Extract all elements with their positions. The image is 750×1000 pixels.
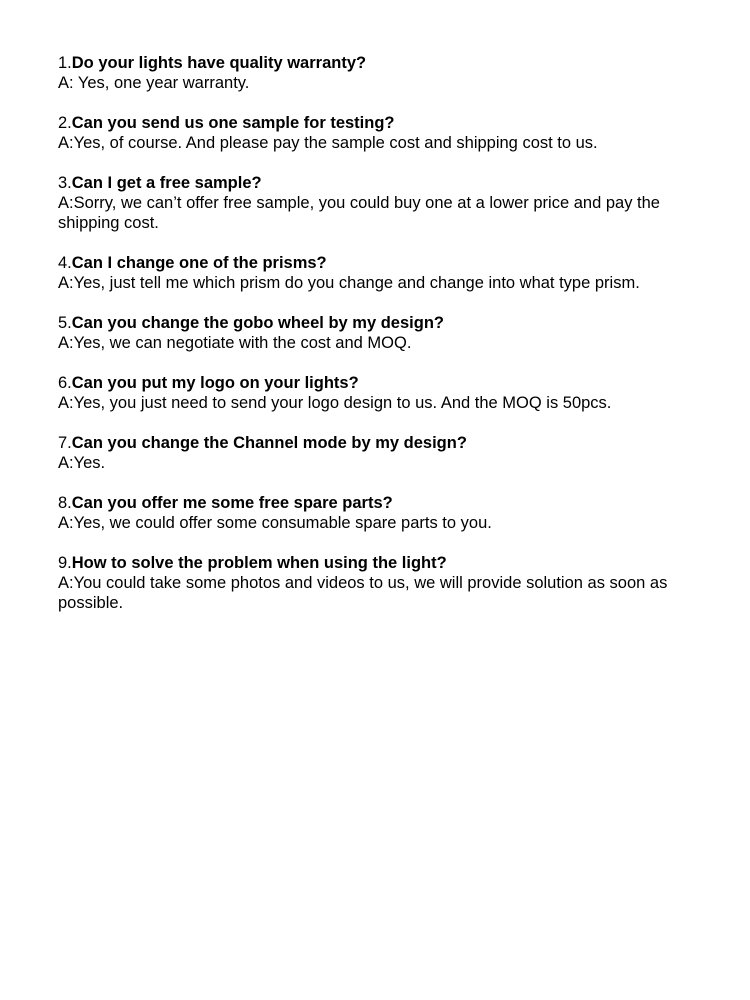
faq-number: 1.: [58, 54, 72, 72]
faq-item-7: [58, 433, 713, 473]
faq-number: 8.: [58, 494, 72, 512]
faq-number: 6.: [58, 374, 72, 392]
faq-number: 4.: [58, 254, 72, 272]
faq-answer: A:Yes, just tell me which prism do you change and change into what type prism.: [58, 274, 640, 292]
faq-answer: A:Yes, you just need to send your logo design to us. And the MOQ is 50pcs.: [58, 394, 612, 412]
faq-answer: A: Yes, one year warranty.: [58, 74, 250, 92]
faq-answer: A:Yes.: [58, 454, 106, 472]
faq-question-text: How to solve the problem when using the light?: [71, 554, 447, 572]
faq-answer: A:Sorry, we can’t offer free sample, you could buy one at a lower price and pay the shipping cost.: [58, 194, 660, 232]
faq-list: [58, 53, 713, 633]
faq-item-9: [58, 553, 713, 613]
faq-question: [58, 553, 713, 573]
faq-question: [58, 253, 713, 273]
faq-question: [58, 113, 713, 133]
faq-question: [58, 433, 713, 453]
faq-question-text: Can I change one of the prisms?: [71, 254, 327, 272]
faq-question-text: Can you change the Channel mode by my design?: [71, 434, 467, 452]
faq-number: 3.: [58, 174, 72, 192]
faq-question-text: Can you offer me some free spare parts?: [71, 494, 393, 512]
faq-question: [58, 493, 713, 513]
faq-number: 7.: [58, 434, 72, 452]
faq-answer: A:Yes, of course. And please pay the sample cost and shipping cost to us.: [58, 134, 598, 152]
faq-item-6: [58, 373, 713, 413]
faq-question-text: Do your lights have quality warranty?: [71, 54, 367, 72]
faq-number: 9.: [58, 554, 72, 572]
faq-item-2: [58, 113, 713, 153]
faq-question: [58, 313, 713, 333]
faq-question: [58, 53, 713, 73]
faq-answer: A:Yes, we can negotiate with the cost and MOQ.: [58, 334, 412, 352]
faq-question-text: Can I get a free sample?: [71, 174, 262, 192]
faq-item-8: [58, 493, 713, 533]
faq-question: [58, 373, 713, 393]
faq-item-5: [58, 313, 713, 353]
faq-item-1: [58, 53, 713, 93]
faq-question-text: Can you change the gobo wheel by my design?: [71, 314, 444, 332]
faq-item-3: [58, 173, 713, 233]
faq-answer: A:You could take some photos and videos to us, we will provide solution as soon as possible.: [58, 574, 668, 612]
faq-item-4: [58, 253, 713, 293]
faq-number: 2.: [58, 114, 72, 132]
faq-question-text: Can you put my logo on your lights?: [71, 374, 359, 392]
faq-number: 5.: [58, 314, 72, 332]
faq-answer: A:Yes, we could offer some consumable spare parts to you.: [58, 514, 492, 532]
faq-question: [58, 173, 713, 193]
faq-question-text: Can you send us one sample for testing?: [71, 114, 395, 132]
